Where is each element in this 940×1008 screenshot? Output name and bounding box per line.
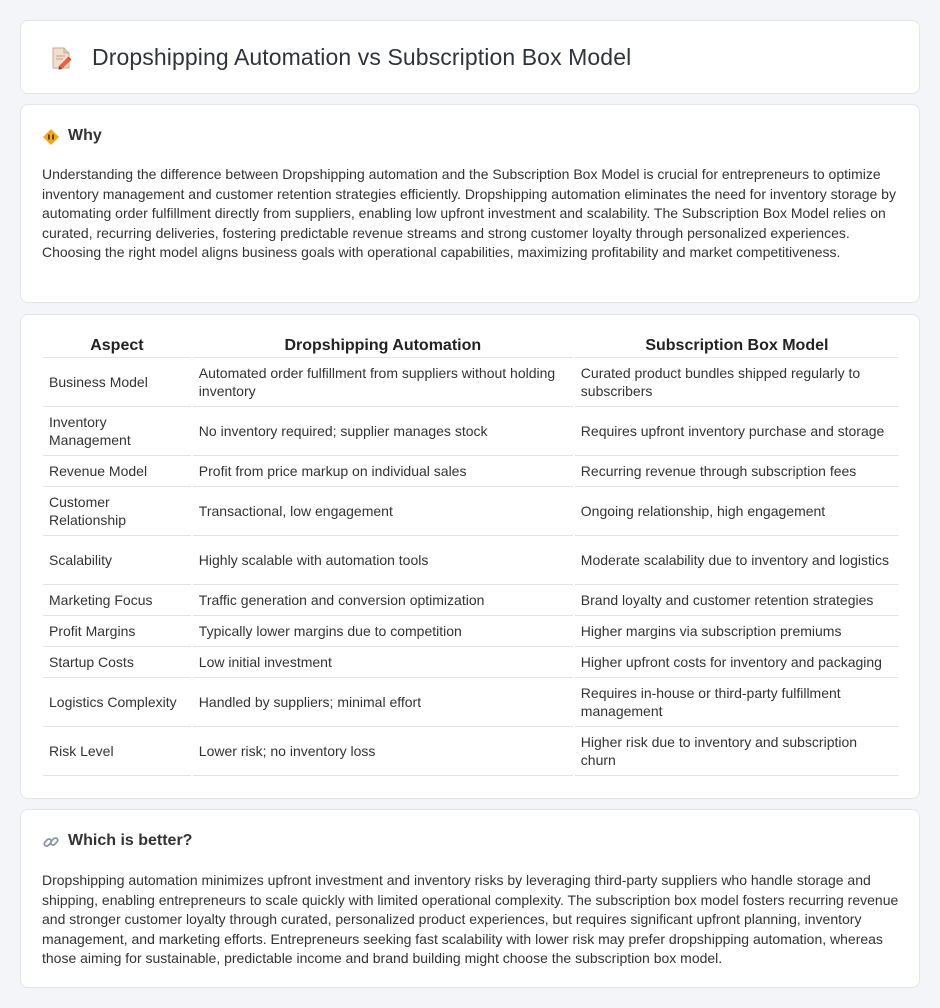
better-heading: Which is better? [68,832,193,849]
page-title: Dropshipping Automation vs Subscription Box Model [92,44,632,70]
why-section [20,104,920,303]
subscription-cell: Higher risk due to inventory and subscription churn [575,727,899,776]
table-row [43,358,899,407]
aspect-cell: Scalability [43,536,191,585]
diamond-info-icon [42,128,60,146]
table-row [43,536,899,585]
subscription-cell: Curated product bundles shipped regularly to subscribers [575,358,899,407]
dropshipping-cell: No inventory required; supplier manages stock [193,407,573,456]
aspect-cell: Marketing Focus [43,585,191,616]
subscription-cell: Ongoing relationship, high engagement [575,487,899,536]
dropshipping-cell: Low initial investment [193,647,573,678]
dropshipping-cell: Lower risk; no inventory loss [193,727,573,776]
document-pencil-icon [48,45,74,71]
header-aspect: Aspect [43,335,191,358]
table-row [43,727,899,776]
aspect-cell: Risk Level [43,727,191,776]
title-card [20,20,920,94]
better-text: Dropshipping automation minimizes upfront investment and inventory risks by leveraging third-party suppliers who handle storage and shipping, enabling entrepreneurs to scale quickly with limited operational complexity. The subscription box model fosters recurring revenue and stronger customer loyalty through curated, personalized product experiences, but requires significant upfront planning, inventory management, and marketing efforts. Entrepreneurs seeking fast scalability with lower risk may prefer dropshipping automation, whereas those aiming for sustainable, predictable income and brand building might choose the subscription box model. [42,872,899,967]
subscription-cell: Moderate scalability due to inventory and logistics [575,536,899,585]
dropshipping-cell: Automated order fulfillment from suppliers without holding inventory [193,358,573,407]
comparison-table [41,335,901,776]
dropshipping-cell: Transactional, low engagement [193,487,573,536]
dropshipping-cell: Highly scalable with automation tools [193,536,573,585]
dropshipping-cell: Profit from price markup on individual sales [193,456,573,487]
subscription-cell: Requires upfront inventory purchase and storage [575,407,899,456]
header-dropshipping: Dropshipping Automation [193,335,573,358]
which-is-better-section [20,809,920,988]
table-row [43,616,899,647]
table-row [43,407,899,456]
subscription-cell: Requires in-house or third-party fulfillment management [575,678,899,727]
aspect-cell: Business Model [43,358,191,407]
aspect-cell: Profit Margins [43,616,191,647]
table-row [43,456,899,487]
aspect-cell: Startup Costs [43,647,191,678]
dropshipping-cell: Typically lower margins due to competition [193,616,573,647]
link-icon [42,833,60,851]
subscription-cell: Higher margins via subscription premiums [575,616,899,647]
table-row [43,678,899,727]
why-heading: Why [68,127,102,144]
aspect-cell: Revenue Model [43,456,191,487]
table-row [43,487,899,536]
comparison-table-card [20,314,920,799]
header-subscription: Subscription Box Model [575,335,899,358]
aspect-cell: Inventory Management [43,407,191,456]
table-row [43,585,899,616]
why-text: Understanding the difference between Dropshipping automation and the Subscription Box Model is crucial for entrepreneurs to optimize inventory management and customer retention strategies efficiently. Dropshipping automation eliminates the need for inventory storage by automating order fulfillment directly from suppliers, enabling low upfront investment and scalability. The Subscription Box Model relies on curated, recurring deliveries, fostering predictable revenue streams and strong customer loyalty through personalized experiences. Choosing the right model aligns business goals with operational capabilities, maximizing profitability and market competitiveness. [42,166,896,261]
aspect-cell: Customer Relationship [43,487,191,536]
subscription-cell: Brand loyalty and customer retention strategies [575,585,899,616]
table-header-row [43,335,899,358]
aspect-cell: Logistics Complexity [43,678,191,727]
subscription-cell: Higher upfront costs for inventory and packaging [575,647,899,678]
dropshipping-cell: Handled by suppliers; minimal effort [193,678,573,727]
dropshipping-cell: Traffic generation and conversion optimization [193,585,573,616]
table-row [43,647,899,678]
subscription-cell: Recurring revenue through subscription fees [575,456,899,487]
